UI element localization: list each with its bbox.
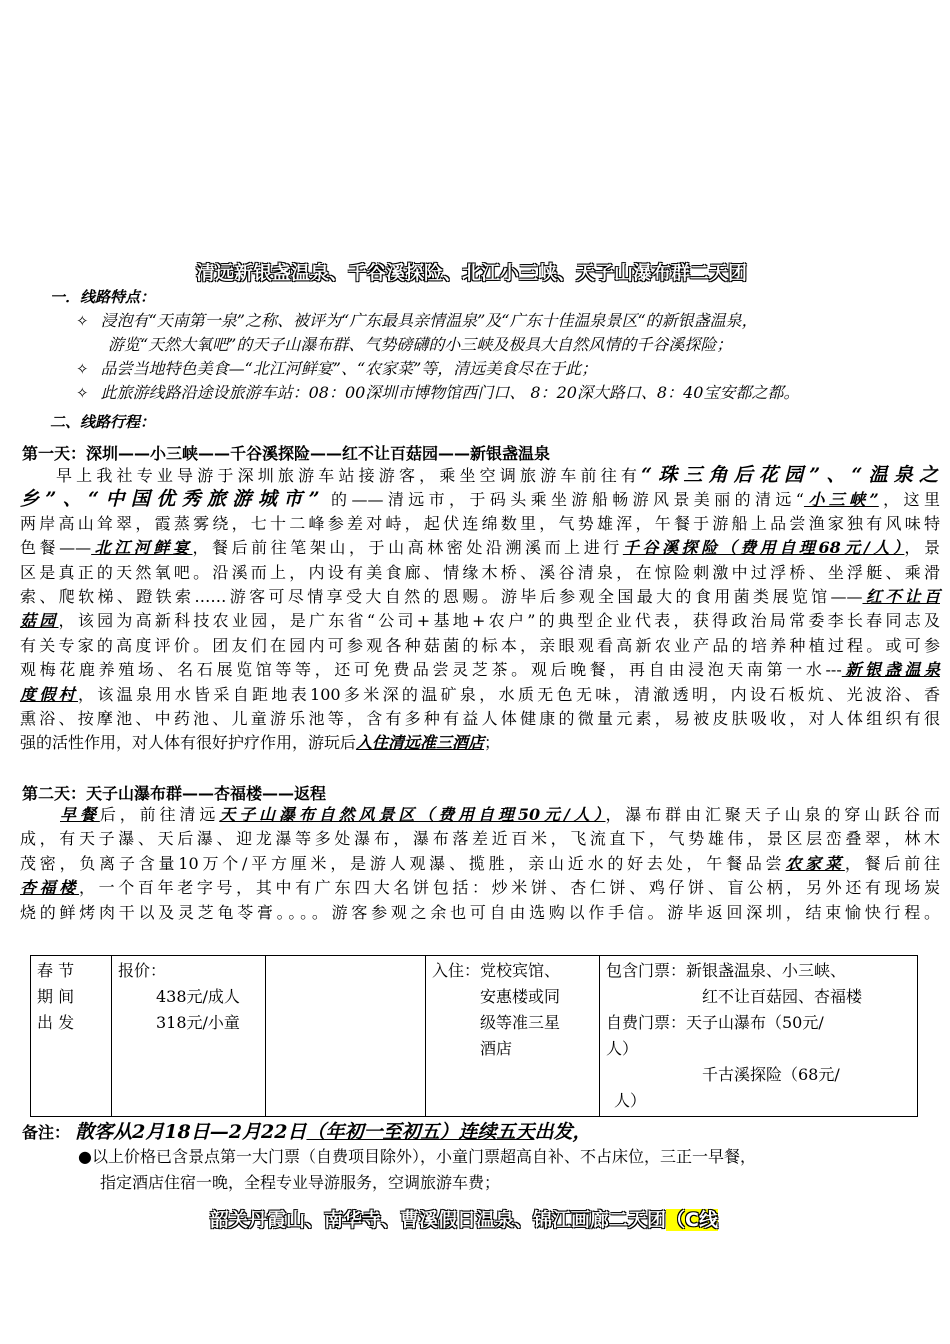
tickets-cell: 包含门票：新银盏温泉、小三峡、 红不让百菇园、杏福楼 自费门票：天子山瀑布（50元/ 人） 千古溪探险（68元/ 人） [600, 956, 918, 1117]
bullet-line-continued: 指定酒店住宿一晚，全程专业导游服务，空调旅游车费； [100, 1173, 501, 1192]
next-tour-title: 韶关丹霞山、南华寺、曹溪假日温泉、锦江画廊二天团（C线 [210, 1209, 718, 1231]
day2-paragraph: 早餐后，前往清远天子山瀑布自然风景区（费用自理50元/人），瀑布群由汇聚天子山泉的穿山跃谷而 成，有天子瀑、天后瀑、迎龙瀑等多处瀑布，瀑布落差近百米，飞流直下，气势雄伟，景区层峦叠翠，林木 茂密，负离子含量10万个/平方厘米，是游人观瀑、揽胜，亲山近水的好去处，午餐品尝农家菜，餐后前往 杏福楼，一个百年老字号，其中有广东四大名饼包括：炒米饼、杏仁饼、鸡仔饼、盲公柄，另外还有现场炭 烧的鲜烤肉干以及灵芝龟苓膏。。。。游客参观之余也可自由选购以作手信。游毕返回深圳，结束愉快行程。 [20, 805, 940, 922]
bullet-line: ●以上价格已含景点第一大门票（自费项目除外），小童门票超高自补、不占床位，三正一早餐， [78, 1147, 756, 1166]
price-table [30, 955, 918, 1117]
star-bullet-icon: ✧ [76, 360, 89, 378]
tour-title: 清远新银盏温泉、千谷溪探险、北江小三峡、天子山瀑布群二天团 [196, 262, 748, 284]
feature-list [76, 309, 799, 405]
day2-heading: 第二天：天子山瀑布群——杏福楼——返程 [22, 784, 327, 803]
feature-item: ✧ 品尝当地特色美食—“北江河鲜宴”、“农家菜”等，清远美食尽在于此； [76, 359, 598, 378]
empty-cell [266, 956, 426, 1117]
day1-paragraph: 早上我社专业导游于深圳旅游车站接游客，乘坐空调旅游车前往有“珠三角后花园”、“温泉之 乡”、“中国优秀旅游城市” 的——清远市，于码头乘坐游船畅游风景美丽的清远“小三峡”，这里 两岸高山耸翠，霞蒸雾绕，七十二峰参差对峙，起伏连绵数里，气势雄浑，午餐于游船上品尝渔家独有风味特 色餐——北江河鲜宴，餐后前往笔架山，于山高林密处沿溯溪而上进行千谷溪探险（费用自理68元/人），景 区是真正的天然氧吧。沿溪而上，内设有美食廊、情缘木桥、溪谷清泉，在惊险刺激中过浮桥、坐浮艇、乘滑 索、爬软梯、蹬铁索……游客可尽情享受大自然的恩赐。游毕后参观全国最大的食用菌类展览馆——红不让百 菇园，该园为高新科技农业园，是广东省“公司+基地+农户”的典型企业代表，获得政治局常委李长春同志及 有关专家的高度评价。团友们在园内可参观各种菇菌的标本，亲眼观看高新农业产品的培养种植过程。或可参 观梅花鹿养殖场、名石展览馆等等，还可免费品尝灵芝茶。观后晚餐，再自由浸泡天南第一水---新银盏温泉 度假村，该温泉用水皆采自距地表100多米深的温矿泉，水质无色无味，清澈透明，内设石板炕、光波浴、香 熏浴、按摩池、中药池、儿童游乐池等，含有多种有益人体健康的微量元素，易被皮肤吸收，对人体组织有很 强的活性作用，对人体有很好护疗作用，游玩后入住清远准三酒店； [20, 464, 940, 753]
section-heading-features: 一．线路特点： [50, 288, 156, 306]
hotel-cell: 入住： 党校宾馆、 安惠楼或同 级等准三星 酒店 [426, 956, 600, 1117]
feature-item: 游览“天然大氧吧”的天子山瀑布群、气势磅礴的小三峡及极具大自然风情的千谷溪探险； [108, 335, 733, 354]
star-bullet-icon: ✧ [76, 312, 89, 330]
departure-cell: 春 节 期 间 出 发 [31, 956, 112, 1117]
remark-line: 备注： 散客从2月18日—2月22日（年初一至初五）连续五天出发， [22, 1121, 592, 1143]
day1-heading: 第一天：深圳——小三峡——千谷溪探险——红不让百菇园——新银盏温泉 [22, 444, 551, 463]
feature-item: ✧ 浸泡有“天南第一泉”之称、被评为“广东最具亲情温泉”及“广东十佳温泉景区“的新银盏温泉， [76, 311, 758, 330]
price-cell: 报价： 438元/成人 318元/小童 [112, 956, 266, 1117]
feature-item: ✧ 此旅游线路沿途设旅游车站：08：00深圳市博物馆西门口、 8：20深大路口、8：40宝安都之都。 [76, 383, 800, 402]
star-bullet-icon: ✧ [76, 384, 89, 402]
section-heading-itinerary: 二、线路行程： [50, 413, 156, 431]
